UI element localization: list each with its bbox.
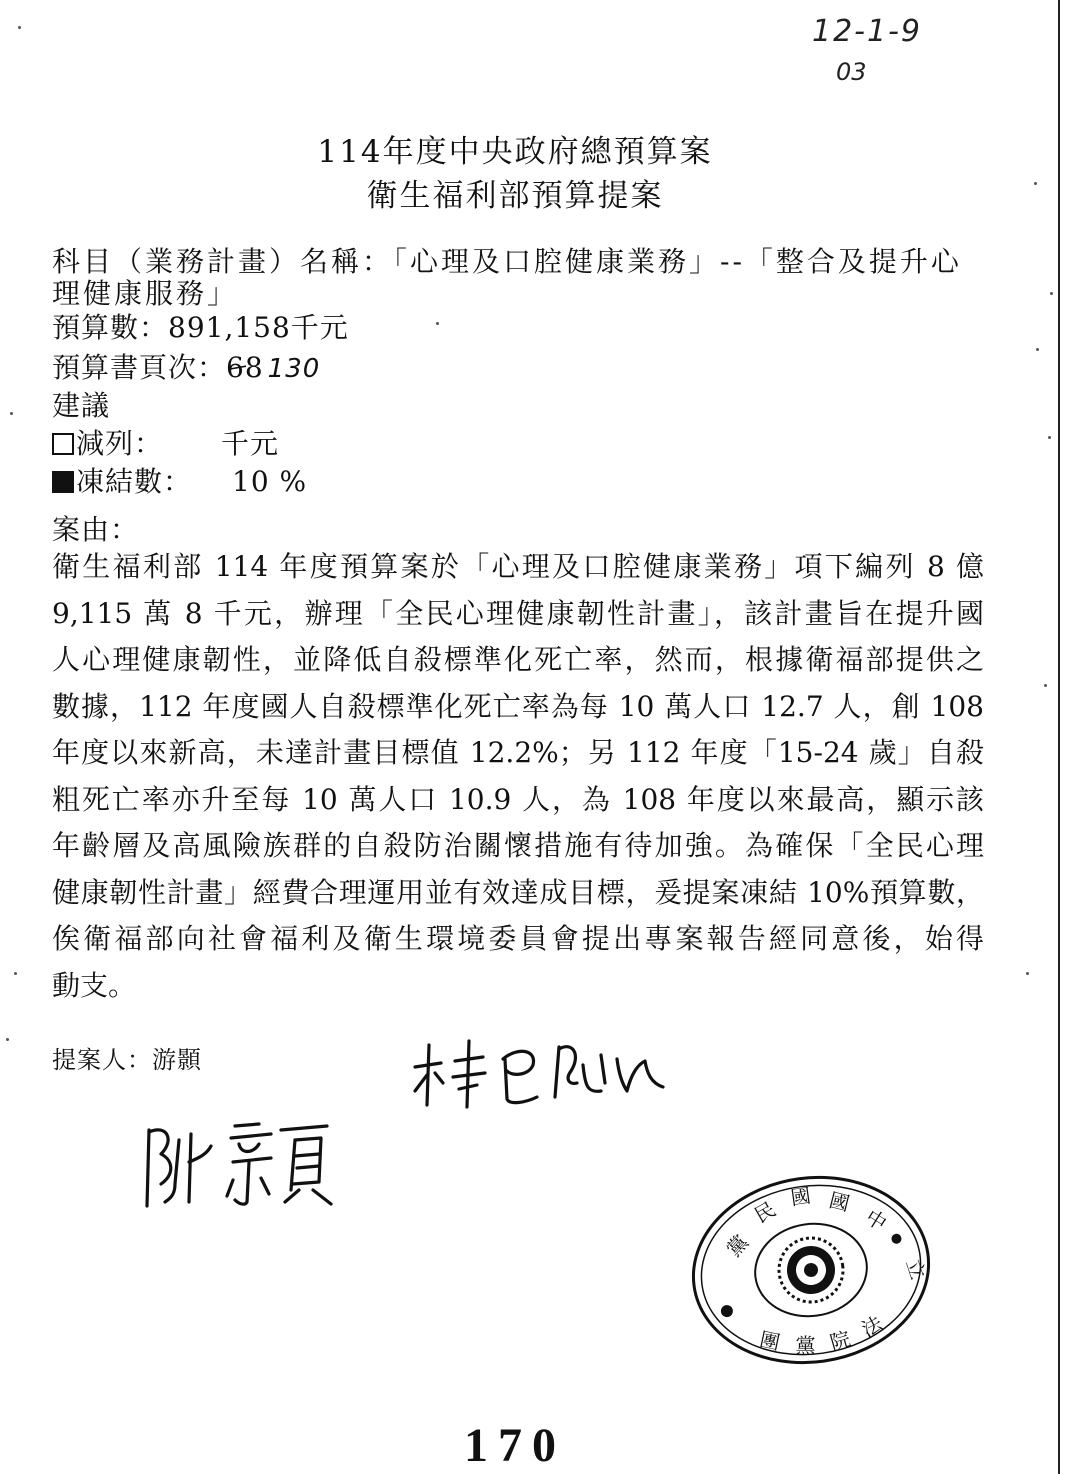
reason-line: 年度以來新高，未達計畫目標值 12.2%；另 112 年度「15-24 歲」自殺 — [52, 736, 984, 769]
reason-line: 9,115 萬 8 千元，辦理「全民心理健康韌性計畫」，該計畫旨在提升國 — [52, 596, 984, 630]
scan-speck — [1050, 292, 1053, 295]
svg-text:民: 民 — [750, 1196, 780, 1228]
reason-line: 年齡層及高風險族群的自殺防治關懷措施有待加強。為確保「全民心理 — [52, 829, 984, 862]
freeze-value: 10 % — [232, 465, 308, 498]
strikethrough-mark — [230, 353, 246, 381]
budget-page-reference — [52, 346, 320, 386]
svg-text:立: 立 — [901, 1255, 931, 1283]
reason-line: 俟衛福部向社會福利及衛生環境委員會提出專案報告經同意後，始得 — [52, 922, 984, 955]
scan-speck — [6, 1038, 9, 1041]
scan-speck — [1044, 684, 1047, 687]
reduce-unit: 千元 — [221, 427, 280, 460]
freeze-checkbox[interactable] — [52, 471, 74, 493]
reason-line: 衛生福利部 114 年度預算案於「心理及口腔健康業務」項下編列 8 億 — [52, 550, 984, 583]
page-ref-printed: 68 — [226, 351, 264, 384]
handwritten-sequence: 03 — [836, 58, 867, 86]
item-name-line-2: 理健康服務」 — [52, 277, 239, 310]
scan-speck — [1036, 348, 1039, 351]
svg-text:團: 團 — [757, 1327, 783, 1355]
reduce-checkbox[interactable] — [52, 433, 74, 455]
proposer-label: 提案人：游顥 — [52, 1046, 202, 1074]
svg-text:黨: 黨 — [795, 1333, 816, 1358]
page-number: 170 — [464, 1419, 566, 1472]
reason-line: 粗死亡率亦升至每 10 萬人口 10.9 人，為 108 年度以來最高，顯示該 — [52, 782, 984, 816]
scan-speck — [18, 26, 21, 29]
svg-text:法: 法 — [857, 1311, 887, 1342]
handwritten-signature — [405, 1025, 675, 1110]
svg-text:院: 院 — [827, 1326, 854, 1355]
scan-speck — [436, 322, 439, 325]
item-name-line-1: 科目（業務計畫）名稱：「心理及口腔健康業務」--「整合及提升心 — [52, 245, 962, 278]
document-title: 114年度中央政府總預算案 — [317, 134, 713, 170]
handwritten-date: 12-1-9 — [812, 14, 922, 49]
scan-speck — [14, 972, 17, 975]
document-subtitle: 衛生福利部預算提案 — [366, 178, 664, 214]
party-caucus-seal — [686, 1165, 936, 1375]
svg-text:國: 國 — [826, 1187, 853, 1216]
suggestion-label: 建議 — [52, 389, 111, 422]
reason-line: 數據，112 年度國人自殺標準化死亡率為每 10 萬人口 12.7 人，創 108 — [52, 689, 984, 723]
scan-speck — [1048, 436, 1051, 439]
reason-paragraph — [52, 544, 984, 1009]
page-ref-label: 預算書頁次： — [52, 351, 227, 384]
scan-speck — [1034, 182, 1037, 185]
budget-amount: 預算數：891,158千元 — [52, 311, 349, 344]
reason-line: 人心理健康韌性，並降低自殺標準化死亡率，然而，根據衛福部提供之 — [52, 643, 984, 676]
scan-edge-line — [1058, 0, 1060, 1474]
reduce-label: 減列： — [76, 427, 164, 460]
handwritten-signature — [135, 1110, 345, 1215]
scan-speck — [1026, 972, 1029, 975]
svg-text:黨: 黨 — [721, 1230, 754, 1262]
scan-speck — [10, 412, 13, 415]
svg-text:中: 中 — [861, 1204, 892, 1236]
freeze-option — [52, 460, 307, 500]
reason-line: 動支。 — [52, 968, 137, 1002]
svg-text:國: 國 — [789, 1183, 813, 1210]
reason-label: 案由： — [52, 513, 140, 546]
reduce-option — [52, 422, 279, 462]
reason-line: 健康韌性計畫」經費合理運用並有效達成目標，爰提案凍結 10%預算數， — [52, 875, 984, 909]
freeze-label: 凍結數： — [76, 465, 193, 498]
page-ref-handwritten: 130 — [267, 354, 321, 384]
